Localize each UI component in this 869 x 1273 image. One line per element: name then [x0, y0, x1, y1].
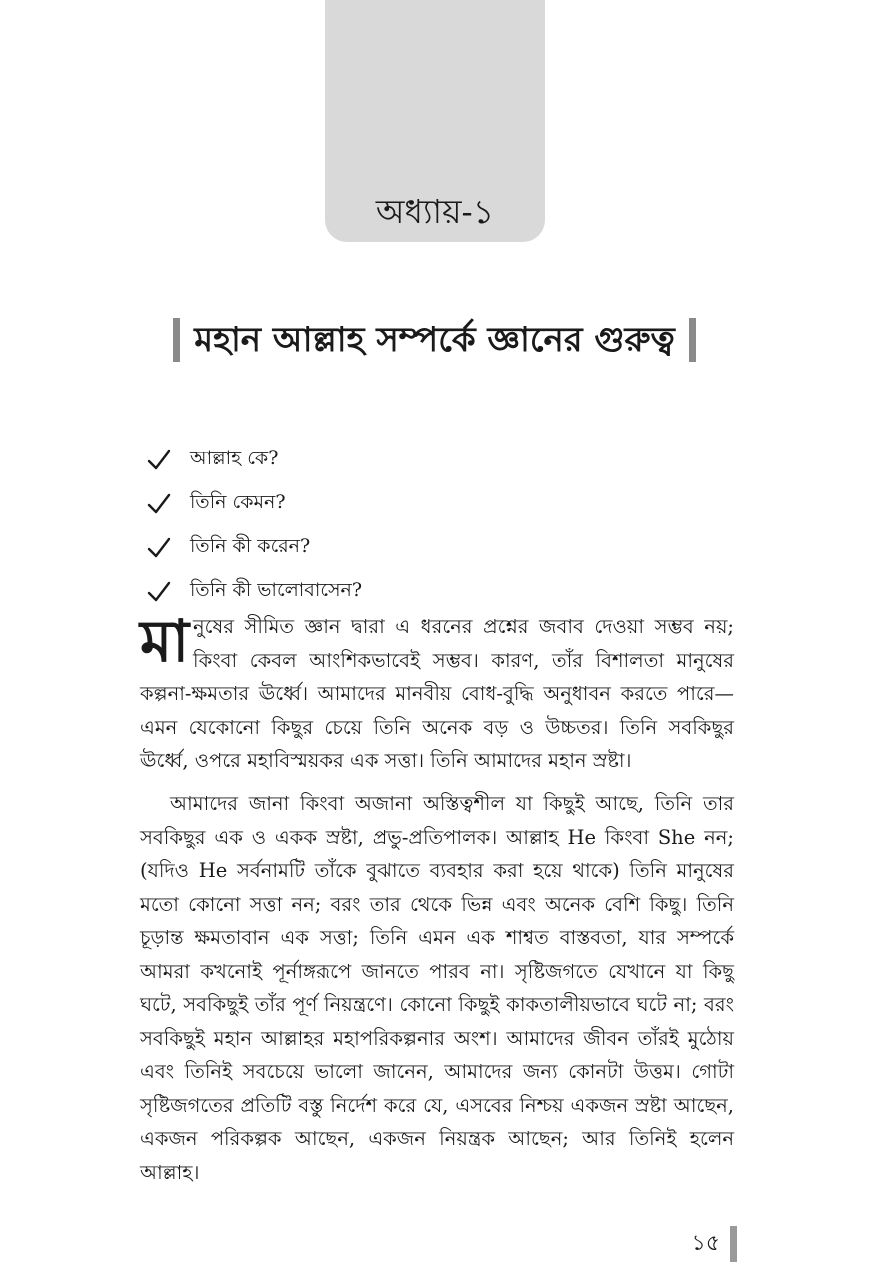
drop-cap: মা [140, 607, 190, 675]
footer-bar [730, 1226, 737, 1262]
page-number: ১৫ [691, 1231, 720, 1256]
checklist-item-text: তিনি কেমন? [190, 491, 286, 513]
page-footer [691, 1226, 737, 1262]
checkmark-icon [146, 491, 172, 517]
title-bar-left [173, 318, 180, 362]
chapter-tab [325, 0, 545, 242]
checklist-item-text: তিনি কী ভালোবাসেন? [190, 579, 363, 601]
intro-paragraph [140, 607, 734, 778]
title-row [0, 312, 869, 368]
page-title: মহান আল্লাহ সম্পর্কে জ্ঞানের গুরুত্ব [194, 320, 675, 360]
question-checklist [146, 438, 706, 614]
checkmark-icon [146, 579, 172, 605]
checklist-item [146, 438, 706, 482]
title-bar-right [689, 318, 696, 362]
checkmark-icon [146, 535, 172, 561]
checklist-item [146, 482, 706, 526]
intro-paragraph-text: নুষের সীমিত জ্ঞান দ্বারা এ ধরনের প্রশ্নের জবাব দেওয়া সম্ভব নয়; কিংবা কেবল আংশিকভাবেই সম্ভব। কারণ, তাঁর বিশালতা মানুষের কল্পনা-ক্ষমতার ঊর্ধ্বে। আমাদের মানবীয় বোধ-বুদ্ধি অনুধাবন করতে পারে—এমন যেকোনো কিছুর চেয়ে তিনি অনেক বড় ও উচ্চতর। তিনি সবকিছুর ঊর্ধ্বে, ওপরে মহাবিস্ময়কর এক সত্তা। তিনি আমাদের মহান স্রষ্টা। [140, 615, 734, 772]
checklist-item [146, 526, 706, 570]
checklist-item-text: আল্লাহ কে? [190, 447, 279, 469]
chapter-label: অধ্যায়-১ [375, 192, 495, 231]
checklist-item-text: তিনি কী করেন? [190, 535, 311, 557]
body-paragraph: আমাদের জানা কিংবা অজানা অস্তিত্বশীল যা কিছুই আছে, তিনি তার সবকিছুর এক ও একক স্রষ্টা, প্রভু-প্রতিপালক। আল্লাহ He কিংবা She নন; (যদিও He সর্বনামটি তাঁকে বুঝাতে ব্যবহার করা হয়ে থাকে) তিনি মানুষের মতো কোনো সত্তা নন; বরং তার থেকে ভিন্ন এবং অনেক বেশি কিছু। তিনি চূড়ান্ত ক্ষমতাবান এক সত্তা; তিনি এমন এক শাশ্বত বাস্তবতা, যার সম্পর্কে আমরা কখনোই পূর্নাঙ্গরূপে জানতে পারব না। সৃষ্টিজগতে যেখানে যা কিছু ঘটে, সবকিছুই তাঁর পূর্ণ নিয়ন্ত্রণে। কোনো কিছুই কাকতালীয়ভাবে ঘটে না; বরং সবকিছুই মহান আল্লাহর মহাপরিকল্পনার অংশ। আমাদের জীবন তাঁরই মুঠোয় এবং তিনিই সবচেয়ে ভালো জানেন, আমাদের জন্য কোনটা উত্তম। গোটা সৃষ্টিজগতের প্রতিটি বস্তু নির্দেশ করে যে, এসবের নিশ্চয় একজন স্রষ্টা আছেন, একজন পরিকল্পক আছেন, একজন নিয়ন্ত্রক আছেন; আর তিনিই হলেন আল্লাহ। [140, 792, 734, 1184]
checkmark-icon [146, 447, 172, 473]
checklist-item [146, 570, 706, 614]
